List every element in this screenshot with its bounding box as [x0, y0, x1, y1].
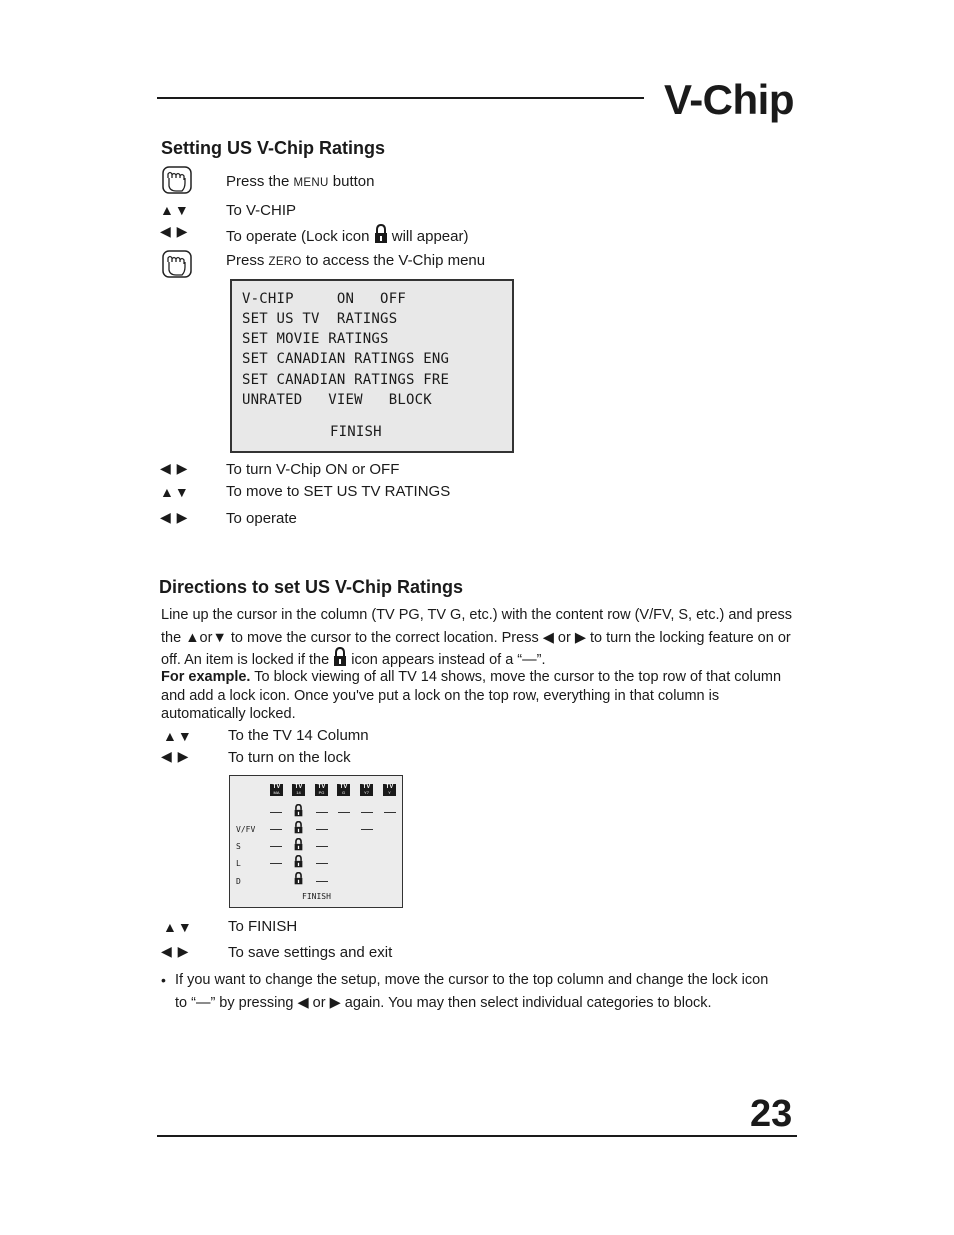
column-header-tv-g: TV G — [337, 784, 350, 796]
menu-line-set-us-tv: SET US TV RATINGS — [242, 311, 398, 327]
right-arrow-icon: ▶ — [574, 630, 586, 646]
grid-dash — [270, 846, 282, 847]
note-line-1: If you want to change the setup, move the cursor to the top column and change the lock icon — [175, 972, 769, 988]
step-move-set-us-tv: To move to SET US TV RATINGS — [226, 483, 451, 500]
step-to-operate-lock: To operate (Lock icon will appear) — [226, 224, 468, 245]
column-header-tv-y: TV Y — [383, 784, 396, 796]
column-header-tv-ma: TV MA — [270, 784, 283, 796]
leftright-arrows-icon: ◀ ▶ — [161, 943, 190, 959]
step-to-vchip: To V-CHIP — [226, 202, 297, 219]
column-header-tv-y7: TV Y7 — [360, 784, 373, 796]
step-turn-on-lock: To turn on the lock — [228, 749, 351, 766]
leftright-arrows-icon: ◀ ▶ — [160, 223, 189, 239]
directions-line-3: off. An item is locked if the icon appears instead of a “—”. — [161, 647, 801, 670]
step-to-operate: To operate — [226, 510, 297, 527]
up-arrow-icon: ▲ — [185, 630, 200, 646]
grid-dash — [361, 812, 373, 813]
menu-line-unrated: UNRATED VIEW BLOCK — [242, 392, 432, 408]
header-rule — [157, 97, 644, 99]
leftright-arrows-icon: ◀ ▶ — [161, 748, 190, 764]
grid-dash — [316, 812, 328, 813]
grid-dash — [270, 812, 282, 813]
grid-dash — [316, 846, 328, 847]
menu-line-canadian-fre: SET CANADIAN RATINGS FRE — [242, 372, 450, 388]
directions-line-2: the ▲or▼ to move the cursor to the correct location. Press ◀ or ▶ to turn the locking feature on or — [161, 630, 791, 646]
grid-dash — [270, 863, 282, 864]
ratings-grid-screen — [229, 775, 403, 908]
grid-dash — [338, 812, 350, 813]
step-save-exit: To save settings and exit — [228, 944, 393, 961]
hand-press-icon — [162, 250, 192, 278]
lock-icon — [374, 224, 388, 244]
row-label-d: D — [236, 877, 241, 886]
updown-arrows-icon: ▲▼ — [160, 484, 190, 500]
note-line-2: to “—” by pressing ◀ or ▶ again. You may then select individual categories to block. — [175, 995, 712, 1011]
grid-dash — [361, 829, 373, 830]
left-arrow-icon: ◀ — [542, 630, 554, 646]
page-number: 23 — [750, 1093, 793, 1135]
lock-icon — [294, 838, 303, 851]
section-heading-setting: Setting US V-Chip Ratings — [161, 138, 386, 158]
menu-line-canadian-eng: SET CANADIAN RATINGS ENG — [242, 351, 450, 367]
row-label-l: L — [236, 859, 241, 868]
bullet: • — [161, 972, 166, 988]
lock-icon — [294, 855, 303, 868]
grid-dash — [384, 812, 396, 813]
row-label-vfv: V/FV — [236, 825, 256, 834]
page-title: V-Chip — [664, 76, 794, 123]
row-label-s: S — [236, 842, 241, 851]
updown-arrows-icon: ▲▼ — [163, 728, 193, 744]
grid-dash — [316, 863, 328, 864]
lock-icon — [294, 804, 303, 817]
step-press-menu: Press the MENU button — [226, 173, 375, 190]
section-heading-directions: Directions to set US V-Chip Ratings — [159, 577, 464, 597]
grid-dash — [316, 829, 328, 830]
leftright-arrows-icon: ◀ ▶ — [160, 509, 189, 525]
lock-icon — [294, 821, 303, 834]
menu-line-finish: FINISH — [330, 424, 382, 440]
left-arrow-icon: ◀ — [297, 995, 309, 1011]
vchip-menu-screen — [230, 279, 514, 453]
menu-line-set-movie: SET MOVIE RATINGS — [242, 331, 389, 347]
grid-finish-label: FINISH — [302, 892, 331, 901]
right-arrow-icon: ▶ — [329, 995, 341, 1011]
directions-line-1: Line up the cursor in the column (TV PG, TV G, etc.) with the content row (V/FV, S, etc.) and press — [161, 607, 793, 623]
column-header-tv-pg: TV PG — [315, 784, 328, 796]
example-paragraph: For example. To block viewing of all TV 14 shows, move the cursor to the top row of that column and add a lock icon. Once you've put a lock on the top row, everything in that column is automatically locked. — [161, 669, 782, 722]
down-arrow-icon: ▼ — [212, 630, 227, 646]
step-tv14-column: To the TV 14 Column — [228, 727, 369, 744]
step-turn-vchip-on-off: To turn V-Chip ON or OFF — [226, 461, 400, 478]
footer-rule — [157, 1135, 797, 1137]
hand-press-icon — [162, 166, 192, 194]
updown-arrows-icon: ▲▼ — [163, 919, 193, 935]
column-header-tv-14: TV 14 — [292, 784, 305, 796]
menu-line-vchip: V-CHIP ON OFF — [242, 291, 406, 307]
lock-icon — [333, 647, 347, 667]
updown-arrows-icon: ▲▼ — [160, 202, 190, 218]
grid-dash — [270, 829, 282, 830]
lock-icon — [294, 872, 303, 885]
step-press-zero: Press ZERO to access the V-Chip menu — [226, 252, 486, 269]
leftright-arrows-icon: ◀ ▶ — [160, 460, 189, 476]
grid-dash — [316, 881, 328, 882]
step-to-finish: To FINISH — [228, 918, 298, 935]
